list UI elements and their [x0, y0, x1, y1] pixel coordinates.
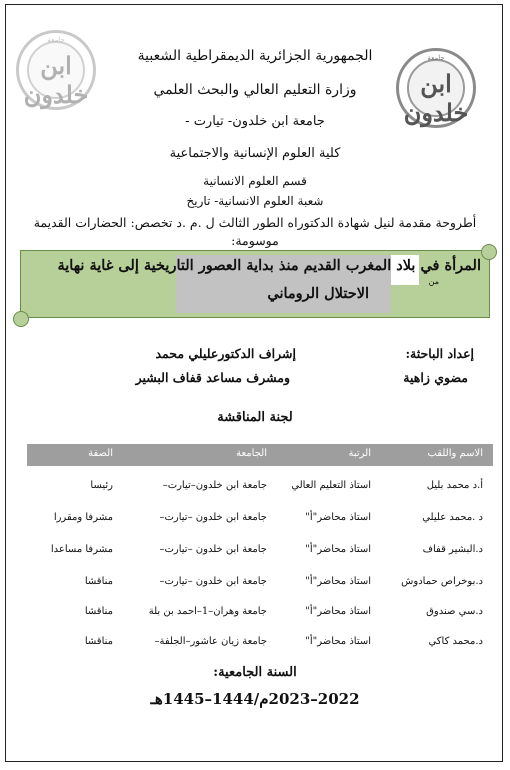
- member-rank: استاذ محاضر"أ": [305, 606, 371, 617]
- academic-year-value: 2022–2023م/1444–1445هـ: [150, 690, 360, 708]
- thesis-title-min: من: [428, 277, 439, 286]
- table-row: [27, 574, 493, 594]
- committee-title: لجنة المناقشة: [217, 410, 293, 425]
- seal-center-text: ابن خلدون: [23, 51, 89, 109]
- table-row: [27, 510, 493, 530]
- header-university: الجامعة: [236, 448, 267, 459]
- member-role: مناقشا: [84, 636, 113, 647]
- member-university: جامعة ابن خلدون –تيارت–: [159, 576, 267, 587]
- table-row: [27, 634, 493, 654]
- member-name: د.محمد كاكي: [428, 636, 483, 647]
- member-university: جامعة ابن خلدون –تيارت–: [159, 512, 267, 523]
- member-name: د .محمد عليلي: [422, 512, 483, 523]
- member-university: جامعة وهران–1–احمد بن بلة: [148, 606, 267, 617]
- academic-year-label: السنة الجامعية:: [213, 665, 297, 680]
- member-role: مشرفا مساعدا: [50, 544, 113, 555]
- ministry-heading: وزارة التعليم العالي والبحث العلمي: [153, 82, 357, 98]
- header-role: الصفة: [88, 448, 113, 459]
- seal-ring-text: جامعة: [427, 54, 445, 62]
- member-rank: استاذ محاضر"أ": [305, 636, 371, 647]
- committee-table-header: [27, 444, 493, 466]
- assistant-supervisor: ومشرف مساعد قفاف البشير: [135, 370, 290, 385]
- branch-heading: شعبة العلوم الانسانية- تاريخ: [186, 194, 324, 208]
- prepared-by-label: إعداد الباحثة:: [405, 346, 474, 361]
- header-name: الاسم واللقب: [427, 448, 483, 459]
- researcher-name: مضوي زاهية: [403, 370, 468, 385]
- member-rank: استاذ محاضر"أ": [305, 512, 371, 523]
- member-role: مناقشا: [84, 576, 113, 587]
- member-name: د.سي صندوق: [426, 606, 483, 617]
- member-university: جامعة ابن خلدون –تيارت–: [159, 544, 267, 555]
- member-university: جامعة زيان عاشور–الجلفة–: [154, 636, 267, 647]
- table-row: [27, 604, 493, 624]
- table-row: [27, 478, 493, 498]
- faculty-heading: كلية العلوم الإنسانية والاجتماعية: [169, 146, 341, 161]
- seal-center-text: ابن خلدون: [403, 69, 469, 127]
- thesis-description: أطروحة مقدمة لنيل شهادة الدكتوراه الطور الثالث ل .م .د تخصص: الحضارات القديمة موسومة:: [33, 215, 477, 248]
- thesis-title-line1: المرأة في بلاد المغرب القديم منذ بداية العصور التاريخية إلى غاية نهاية: [57, 257, 481, 274]
- member-role: رئيسا: [90, 480, 113, 491]
- member-rank: استاذ محاضر"أ": [305, 576, 371, 587]
- university-seal-left: [16, 30, 96, 110]
- member-name: د.البشير قفاف: [422, 544, 483, 555]
- header-rank: الرتبة: [348, 448, 371, 459]
- table-row: [27, 542, 493, 562]
- member-name: أ.د محمد بليل: [426, 480, 483, 491]
- member-rank: استاذ محاضر"أ": [305, 544, 371, 555]
- member-name: د.بوخراص حمادوش: [401, 576, 483, 587]
- department-heading: قسم العلوم الانسانية: [203, 174, 307, 188]
- republic-heading: الجمهورية الجزائرية الديمقراطية الشعبية: [137, 48, 373, 64]
- seal-ring-text: جامعة: [47, 36, 65, 44]
- thesis-title-line2: الاحتلال الروماني: [267, 285, 369, 302]
- university-heading: جامعة ابن خلدون- تيارت -: [185, 114, 325, 129]
- member-university: جامعة ابن خلدون–تيارت–: [162, 480, 267, 491]
- title-banner: [20, 250, 490, 318]
- member-role: مناقشا: [84, 606, 113, 617]
- member-role: مشرفا ومقررا: [53, 512, 113, 523]
- member-rank: استاذ التعليم العالي: [291, 480, 371, 491]
- main-supervisor: إشراف الدكتورعليلي محمد: [155, 346, 296, 361]
